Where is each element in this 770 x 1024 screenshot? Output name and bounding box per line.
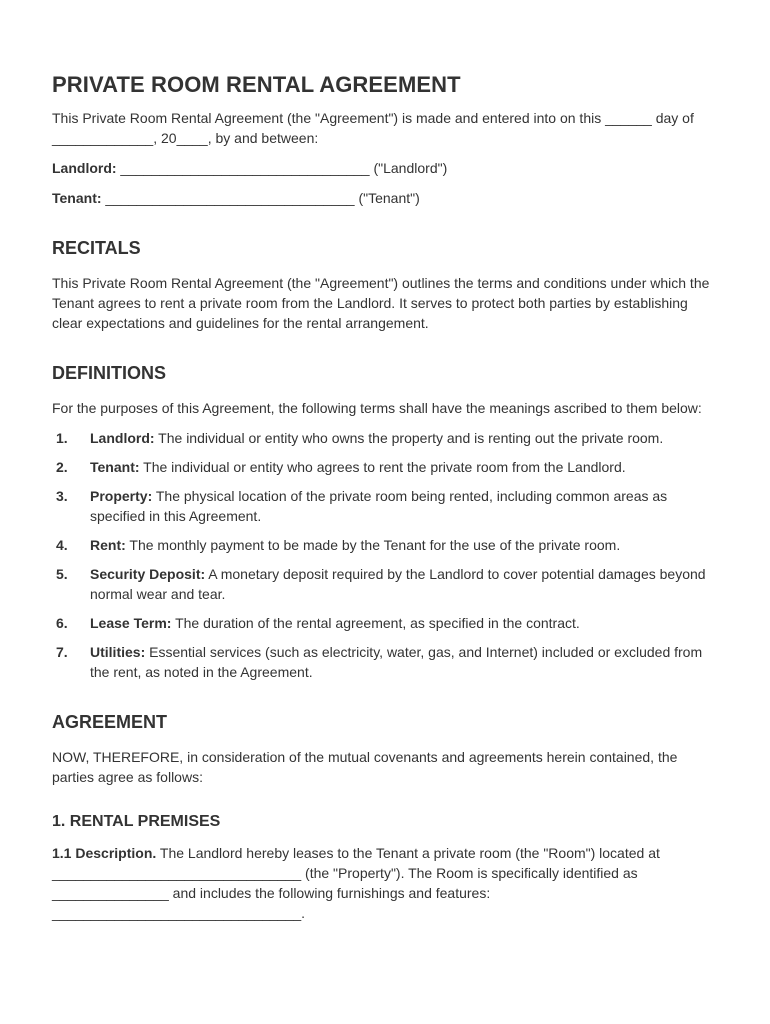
list-item <box>52 428 718 448</box>
list-number: 3. <box>56 488 68 504</box>
agreement-paragraph: NOW, THEREFORE, in consideration of the mutual covenants and agreements herein contained, the parties agree as follows: <box>52 749 678 785</box>
definition-text: A monetary deposit required by the Landlord to cover potential damages beyond normal wear and tear. <box>90 566 706 602</box>
definition-text: The physical location of the private room being rented, including common areas as specified in this Agreement. <box>90 488 668 524</box>
definition-term: Lease Term: <box>90 615 172 631</box>
definition-term: Tenant: <box>90 459 140 475</box>
definition-term: Property: <box>90 488 153 504</box>
definition-term: Rent: <box>90 537 126 553</box>
list-number: 6. <box>56 615 68 631</box>
definition-term: Landlord: <box>90 430 155 446</box>
list-number: 5. <box>56 566 68 582</box>
list-item <box>52 642 718 682</box>
definition-text: The monthly payment to be made by the Tenant for the use of the private room. <box>125 537 621 553</box>
definition-text: The individual or entity who agrees to rent the private room from the Landlord. <box>139 459 626 475</box>
description-paragraph <box>52 843 718 923</box>
definition-term: Utilities: <box>90 644 146 660</box>
list-number: 4. <box>56 537 68 553</box>
list-item <box>52 486 718 526</box>
agreement-heading: AGREEMENT <box>52 712 168 732</box>
definitions-heading: DEFINITIONS <box>52 363 167 383</box>
document-title: PRIVATE ROOM RENTAL AGREEMENT <box>52 72 461 97</box>
list-number: 1. <box>56 430 68 446</box>
definition-text: The individual or entity who owns the property and is renting out the private room. <box>154 430 664 446</box>
definition-term: Security Deposit: <box>90 566 206 582</box>
definition-text: The duration of the rental agreement, as specified in the contract. <box>171 615 580 631</box>
list-item <box>52 457 718 477</box>
landlord-label: Landlord: <box>52 160 117 176</box>
description-text: The Landlord hereby leases to the Tenant a private room (the "Room") located at ________________________________ (the "Property"). The Room is specifically identified as _______________ and includes the following furnishings and features: ________________________________. <box>52 845 660 921</box>
recitals-paragraph: This Private Room Rental Agreement (the "Agreement") outlines the terms and conditions under which the Tenant agrees to rent a private room from the Landlord. It serves to protect both parties by establishing clear expectations and guidelines for the rental arrangement. <box>52 275 710 331</box>
tenant-label: Tenant: <box>52 190 102 206</box>
list-item <box>52 535 718 555</box>
tenant-blank: ________________________________ ("Tenant") <box>101 190 420 206</box>
list-number: 7. <box>56 644 68 660</box>
intro-paragraph: This Private Room Rental Agreement (the "Agreement") is made and entered into on this ______ day of _____________, 20____, by and between: <box>52 110 694 146</box>
rental-premises-heading: 1. RENTAL PREMISES <box>52 813 221 830</box>
definitions-intro: For the purposes of this Agreement, the following terms shall have the meanings ascribed to them below: <box>52 400 702 416</box>
landlord-line <box>52 158 718 178</box>
list-item <box>52 564 718 604</box>
definitions-list <box>52 428 718 682</box>
landlord-blank: ________________________________ ("Landlord") <box>116 160 448 176</box>
tenant-line <box>52 188 718 208</box>
recitals-heading: RECITALS <box>52 238 141 258</box>
list-number: 2. <box>56 459 68 475</box>
definition-text: Essential services (such as electricity, water, gas, and Internet) included or excluded from the rent, as noted in the Agreement. <box>90 644 703 680</box>
list-item <box>52 613 718 633</box>
description-label: 1.1 Description. <box>52 845 157 861</box>
